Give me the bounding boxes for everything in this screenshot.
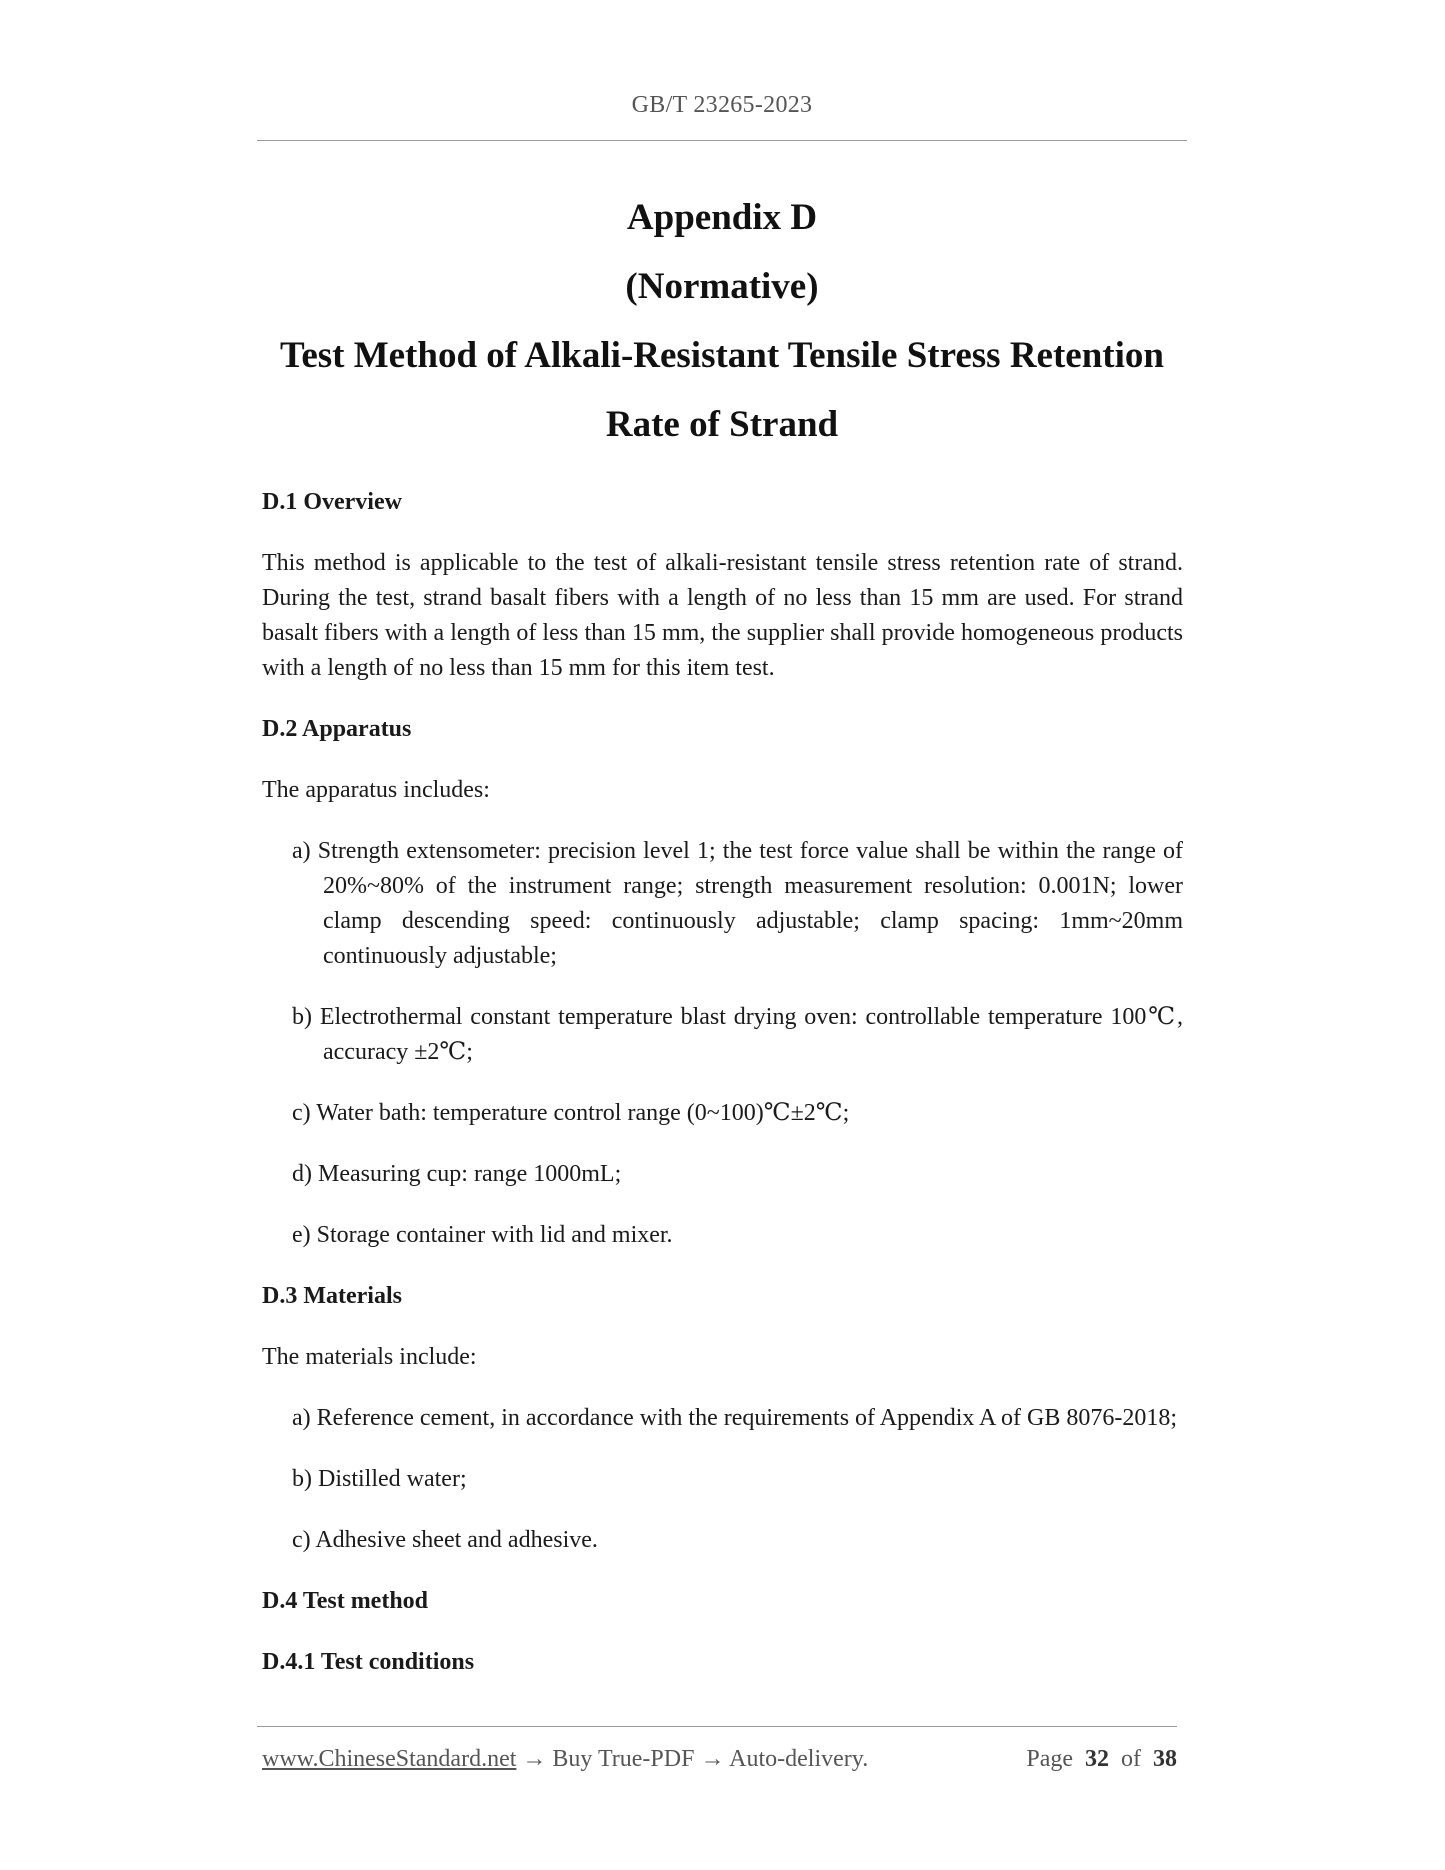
appendix-subtitle-line-2: Rate of Strand xyxy=(605,404,839,445)
section-text-d1: This method is applicable to the test of alkali-resistant tensile stress retention rate of strand. During the test, strand basalt fibers with a length of no less than 15 mm are used. For strand basalt fibers with a length of less than 15 mm, the supplier shall provide homogeneous products with a length of no less than 15 mm for this item test. xyxy=(262,550,1183,681)
appendix-title: Appendix D xyxy=(626,197,818,238)
section-heading-d2: D.2 Apparatus xyxy=(262,716,412,742)
page-of-label: of xyxy=(1121,1746,1141,1772)
buy-true-pdf-text: Buy True-PDF xyxy=(552,1746,695,1772)
arrow-right-icon: → xyxy=(700,1746,725,1772)
document-body xyxy=(262,485,1183,1680)
header-divider xyxy=(257,140,1187,141)
list-item: c) Adhesive sheet and adhesive. xyxy=(292,1527,598,1553)
section-heading-d1: D.1 Overview xyxy=(262,489,402,515)
page-current: 32 xyxy=(1085,1746,1109,1772)
list-item: d) Measuring cup: range 1000mL; xyxy=(292,1161,622,1187)
page-label: Page xyxy=(1026,1746,1073,1772)
list-item: a) Strength extensometer: precision level 1; the test force value shall be within the range of 20%~80% of the instrument range; strength measurement resolution: 0.001N; lower clamp descending speed: continuously adjustable; clamp spacing: 1mm~20mm continuously adjustable; xyxy=(292,838,1183,969)
page-total: 38 xyxy=(1153,1746,1177,1772)
page-number xyxy=(1026,1746,1177,1773)
auto-delivery-text: Auto-delivery. xyxy=(729,1746,869,1772)
footer-divider xyxy=(257,1726,1177,1727)
section-heading-d4: D.4 Test method xyxy=(262,1588,429,1614)
section-intro-d2: The apparatus includes: xyxy=(262,777,490,803)
list-item: e) Storage container with lid and mixer. xyxy=(292,1222,673,1248)
section-heading-d41: D.4.1 Test conditions xyxy=(262,1649,475,1675)
list-item: c) Water bath: temperature control range (0~100)℃±2℃; xyxy=(292,1100,850,1126)
arrow-right-icon: → xyxy=(522,1746,547,1772)
list-item: b) Distilled water; xyxy=(292,1466,467,1492)
list-item: a) Reference cement, in accordance with the requirements of Appendix A of GB 8076-2018; xyxy=(292,1405,1178,1431)
section-heading-d3: D.3 Materials xyxy=(262,1283,402,1309)
document-header: GB/T 23265-2023 xyxy=(631,92,813,118)
list-item: b) Electrothermal constant temperature blast drying oven: controllable temperature 100℃, accuracy ±2℃; xyxy=(292,1004,1183,1065)
page-footer xyxy=(262,1746,1177,1773)
site-link[interactable]: www.ChineseStandard.net xyxy=(262,1746,517,1772)
section-intro-d3: The materials include: xyxy=(262,1344,477,1370)
appendix-normative-label: (Normative) xyxy=(625,266,819,307)
appendix-subtitle-line-1: Test Method of Alkali-Resistant Tensile Stress Retention xyxy=(280,335,1164,376)
